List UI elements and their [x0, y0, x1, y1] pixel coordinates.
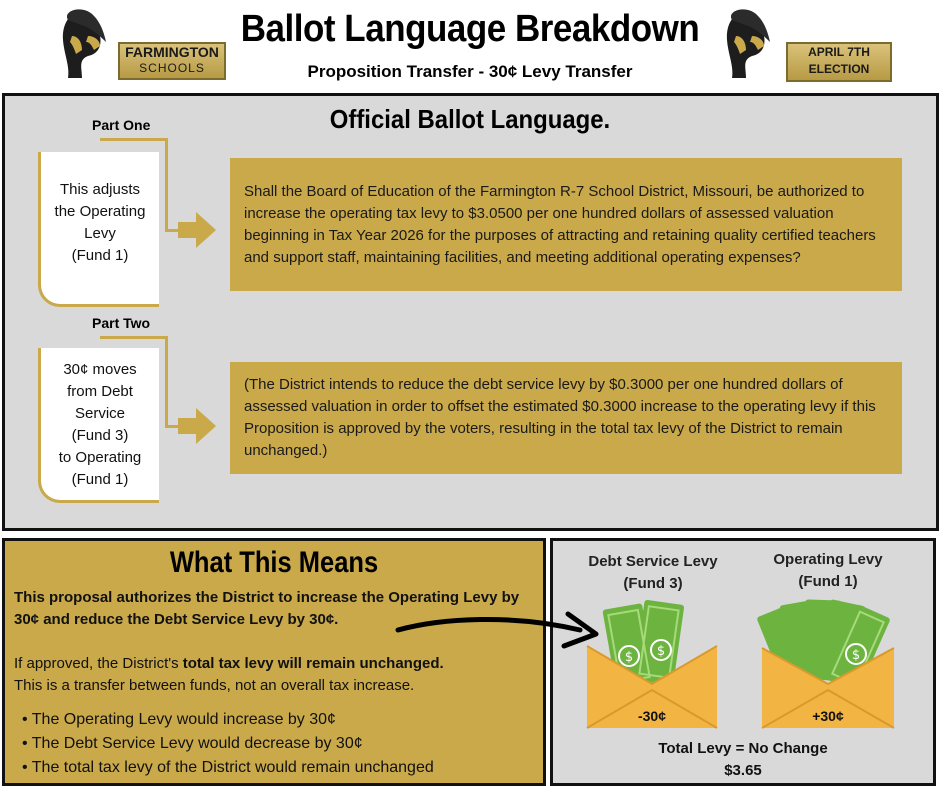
- card-line: Service: [74, 405, 126, 422]
- approval-note: [14, 653, 544, 675]
- bullet-text: The Operating Levy would increase by 30¢: [31, 711, 336, 728]
- connector-line: [100, 138, 168, 141]
- election-date: APRIL 7TH: [808, 45, 870, 59]
- svg-text:$: $: [851, 648, 861, 663]
- total-levy-label: Total Levy = No Change: [658, 740, 828, 757]
- connector-line: [165, 138, 168, 232]
- spartan-helmet-icon: [712, 6, 792, 86]
- card-line: (Fund 1): [71, 471, 129, 488]
- election-label: ELECTION: [808, 62, 870, 76]
- curved-arrow-icon: [392, 604, 602, 654]
- connector-line: [165, 425, 179, 428]
- svg-text:$: $: [656, 644, 666, 659]
- arrow-right-icon: [178, 212, 216, 248]
- page-title: Ballot Language Breakdown: [240, 8, 700, 50]
- part-one-label: Part One: [92, 117, 151, 133]
- transfer-note: This is a transfer between funds, not an overall tax increase.: [14, 677, 415, 694]
- connector-line: [100, 336, 168, 339]
- debt-levy-fund: (Fund 3): [623, 575, 683, 592]
- proposal-summary: This proposal authorizes the District to increase the Operating Levy by 30¢ and reduce the Debt Service Levy by 30¢.: [14, 589, 520, 628]
- election-date-badge: [786, 42, 892, 82]
- list-item: • The total tax levy of the District would remain unchanged: [22, 759, 434, 776]
- approval-note-bold: total tax levy will remain unchanged.: [182, 655, 444, 672]
- part-one-text: Shall the Board of Education of the Farmington R-7 School District, Missouri, be authorized to increase the operating tax levy to $3.0500 per one hundred dollars of assessed valuation beginning in Tax Year 2026 for the purposes of attracting and retaining quality certified teachers and support staff, maintaining facilities, and meeting additional operating expenses?: [244, 182, 876, 266]
- part-two-text: (The District intends to reduce the debt service levy by $0.3000 per one hundred dollars of assessed valuation in order to offset the estimated $0.3000 increase to the operating levy if this Proposition is approved by the voters, resulting in the total tax levy of the District to remain unchanged.): [244, 376, 876, 459]
- logo-line2: SCHOOLS: [139, 61, 205, 75]
- list-item: • The Operating Levy would increase by 30¢: [22, 711, 336, 728]
- card-line: 30¢ moves: [63, 361, 137, 378]
- card-line: from Debt: [67, 383, 133, 400]
- svg-text:$: $: [624, 650, 634, 665]
- connector-line: [165, 336, 168, 428]
- page-subtitle: Proposition Transfer - 30¢ Levy Transfer: [307, 62, 633, 81]
- operating-levy-label: [742, 549, 914, 593]
- part-one-card: [38, 152, 159, 307]
- operating-levy-title: Operating Levy: [773, 551, 883, 568]
- operating-levy-fund: (Fund 1): [798, 573, 858, 590]
- card-line: (Fund 3): [71, 427, 129, 444]
- approval-note-start: If approved, the District's: [14, 655, 183, 672]
- card-line: Levy: [84, 225, 116, 242]
- part-one-ballot-text: [230, 158, 902, 291]
- part-two-ballot-text: [230, 362, 902, 474]
- debt-levy-change: -30¢: [637, 708, 667, 724]
- debt-levy-title: Debt Service Levy: [588, 553, 718, 570]
- logo-line1: FARMINGTON: [125, 44, 219, 60]
- arrow-right-icon: [178, 408, 216, 444]
- official-heading: Official Ballot Language.: [329, 104, 611, 134]
- card-line: This adjusts: [59, 181, 141, 198]
- card-line: to Operating: [58, 449, 142, 466]
- total-levy-value: $3.65: [724, 762, 762, 779]
- list-item: • The Debt Service Levy would decrease by 30¢: [22, 735, 363, 752]
- debt-levy-label: [568, 551, 738, 595]
- what-this-means-heading: What This Means: [169, 546, 379, 579]
- part-two-card: [38, 348, 159, 503]
- card-line: the Operating: [54, 203, 146, 220]
- connector-line: [165, 229, 179, 232]
- bullet-text: The total tax levy of the District would remain unchanged: [31, 759, 434, 776]
- means-bullet-list: [22, 708, 542, 780]
- part-two-label: Part Two: [92, 315, 151, 331]
- bullet-text: The Debt Service Levy would decrease by 30¢: [31, 735, 363, 752]
- card-line: (Fund 1): [71, 247, 129, 264]
- operating-levy-change: +30¢: [812, 708, 844, 724]
